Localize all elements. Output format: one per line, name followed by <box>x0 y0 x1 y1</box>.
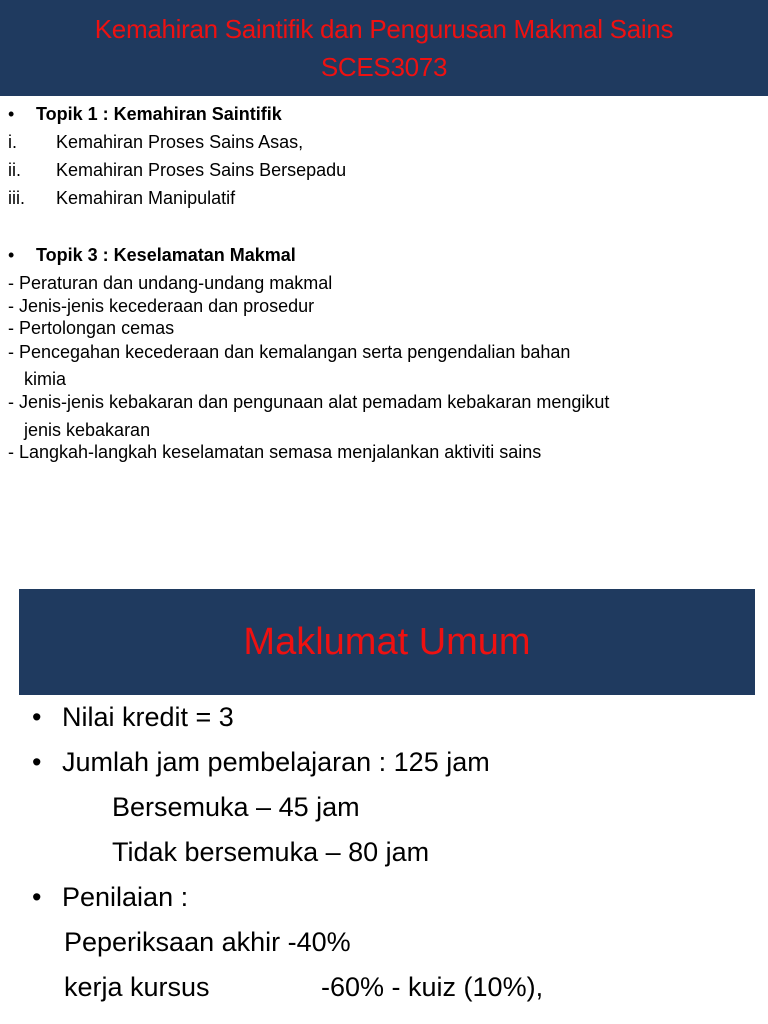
bullet: • <box>32 702 42 732</box>
topic-1-heading: Topik 1 : Kemahiran Saintifik <box>36 104 282 124</box>
kerja-kursus-label: kerja kursus <box>64 972 210 1002</box>
item-text: - Pencegahan kecederaan dan kemalangan serta pengendalian bahan <box>8 342 571 362</box>
slide-2-title-banner <box>19 589 755 695</box>
bullet: • <box>8 104 15 124</box>
penilaian-text: Penilaian : <box>62 882 189 912</box>
slide-title <box>0 0 768 86</box>
jumlah-jam-text: Jumlah jam pembelajaran : 125 jam <box>62 747 490 777</box>
item-text: jenis kebakaran <box>24 420 151 440</box>
slide-2-title: Maklumat Umum <box>243 621 531 663</box>
item-text: Kemahiran Proses Sains Bersepadu <box>56 160 347 180</box>
slide-title-line-1: Kemahiran Saintifik dan Pengurusan Makmal Sains <box>94 14 674 44</box>
bullet: • <box>8 245 15 265</box>
kerja-kursus-value: -60% - kuiz (10%), <box>321 972 544 1002</box>
peperiksaan-text: Peperiksaan akhir -40% <box>64 927 351 957</box>
item-text: Kemahiran Proses Sains Asas, <box>56 132 304 152</box>
slide-title-banner <box>0 0 768 96</box>
item-number: iii. <box>8 188 25 208</box>
item-text: - Peraturan dan undang-undang makmal <box>8 273 333 293</box>
item-text: kimia <box>24 369 67 389</box>
item-number: ii. <box>8 160 21 180</box>
tidak-bersemuka-text: Tidak bersemuka – 80 jam <box>112 837 430 867</box>
item-text: - Jenis-jenis kebakaran dan pengunaan alat pemadam kebakaran mengikut <box>8 392 610 412</box>
bullet: • <box>32 882 42 912</box>
bersemuka-text: Bersemuka – 45 jam <box>112 792 360 822</box>
item-text: - Pertolongan cemas <box>8 318 175 338</box>
item-text: - Jenis-jenis kecederaan dan prosedur <box>8 296 315 316</box>
item-text: - Langkah-langkah keselamatan semasa menjalankan aktiviti sains <box>8 442 542 462</box>
item-text: Kemahiran Manipulatif <box>56 188 236 208</box>
bullet: • <box>32 747 42 777</box>
nilai-kredit-text: Nilai kredit = 3 <box>62 702 234 732</box>
item-number: i. <box>8 132 17 152</box>
slide-title-line-2: SCES3073 <box>320 52 448 82</box>
topic-3-heading: Topik 3 : Keselamatan Makmal <box>36 245 296 265</box>
